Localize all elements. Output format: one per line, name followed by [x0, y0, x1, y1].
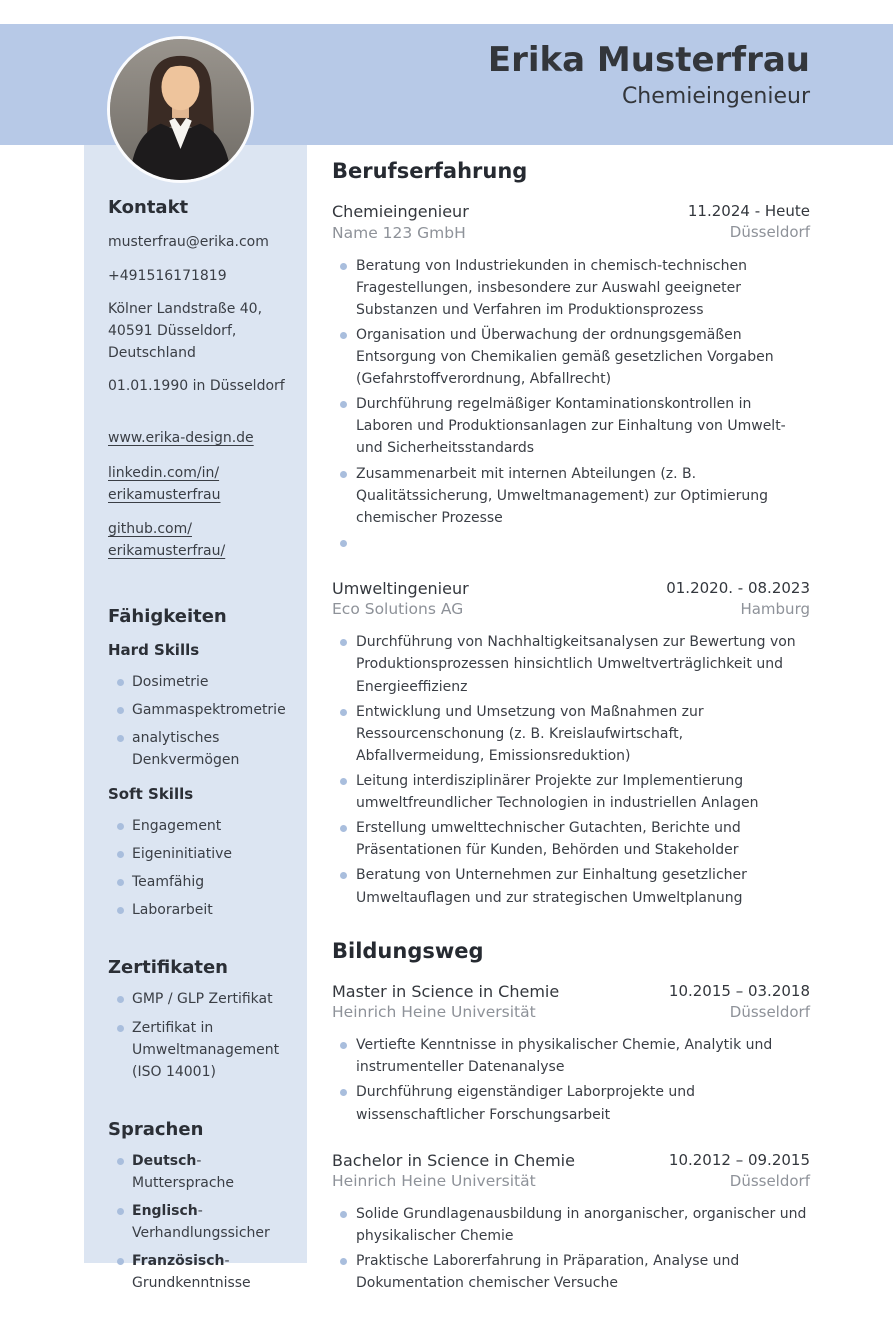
contact-email: musterfrau@erika.com: [108, 234, 269, 250]
degree-bullets: [332, 1203, 810, 1294]
degree-date: 10.2015 – 03.2018: [668, 981, 810, 1000]
job-bullet: [332, 255, 810, 321]
bullet-icon: [340, 540, 347, 547]
bullet-icon: [117, 707, 124, 714]
job-title: Umweltingenieur: [332, 578, 469, 598]
job-bullet: [332, 532, 810, 554]
github-link-line[interactable]: github.com/: [108, 521, 192, 538]
job-company: Name 123 GmbH: [332, 223, 466, 242]
skill-label: Laborarbeit: [132, 902, 213, 919]
list-item: [108, 727, 289, 771]
degree-bullet: [332, 1034, 810, 1078]
list-item: [108, 871, 289, 893]
job-bullet: [332, 463, 810, 529]
sprachen-heading: Sprachen: [108, 1118, 204, 1140]
bullet-icon: [340, 263, 347, 270]
job-bullet: [332, 701, 810, 767]
zertifikate-heading: Zertifikaten: [108, 957, 228, 979]
address-line: Deutschland: [108, 344, 196, 361]
degree-school: Heinrich Heine Universität: [332, 1172, 536, 1191]
job-bullet: [332, 324, 810, 390]
job-title: Chemieingenieur: [332, 202, 469, 221]
bullet-icon: [340, 471, 347, 478]
bullet-icon: [117, 879, 124, 886]
bullet-icon: [117, 823, 124, 830]
degree-bullet: [332, 1203, 810, 1247]
job-bullet: [332, 631, 810, 697]
contact-birthdate: 01.01.1990 in Düsseldorf: [108, 378, 285, 395]
hard-skills-heading: Hard Skills: [108, 640, 200, 659]
bullet-icon: [340, 778, 347, 785]
bullet-text: Durchführung eigenständiger Laborprojekte und wissenschaftlicher Forschungsarbeit: [356, 1084, 696, 1123]
job-entry: [332, 578, 810, 909]
contact-address: [108, 299, 289, 364]
bullet-icon: [117, 1025, 124, 1032]
faehigkeiten-heading: Fähigkeiten: [108, 605, 227, 627]
list-item: [108, 671, 289, 693]
language-separator: -: [196, 1152, 202, 1169]
portrait-illustration: [110, 39, 251, 180]
bullet-text: Entwicklung und Umsetzung von Maßnahmen zur Ressourcenschonung (z. B. Kreislaufwirtschaft, Abfallvermeidung, Emissionsreduktion): [356, 703, 704, 764]
skill-label: Gammaspektrometrie: [132, 701, 286, 718]
language-level: Muttersprache: [132, 1174, 234, 1191]
person-job-title: Chemieingenieur: [621, 83, 810, 109]
degree-title: Master in Science in Chemie: [332, 981, 560, 1001]
github-link[interactable]: [108, 519, 289, 562]
language-level: Grundkenntnisse: [132, 1275, 251, 1292]
list-item: [108, 1150, 289, 1194]
job-company: Eco Solutions AG: [332, 600, 464, 619]
degree-school: Heinrich Heine Universität: [332, 1003, 536, 1022]
list-item: [108, 1017, 289, 1083]
bullet-text: Zusammenarbeit mit internen Abteilungen (z. B. Qualitätssicherung, Umweltmanagement) zur Optimierung chemischer Prozesse: [356, 465, 769, 526]
list-item: [108, 1250, 289, 1294]
certificate-label: GMP / GLP Zertifikat: [132, 991, 273, 1008]
linkedin-link-line[interactable]: linkedin.com/in/: [108, 464, 220, 481]
bullet-icon: [340, 401, 347, 408]
degree-bullet: [332, 1250, 810, 1294]
degree-title: Bachelor in Science in Chemie: [332, 1150, 575, 1170]
address-line: 40591 Düsseldorf,: [108, 323, 237, 340]
language-separator: -: [197, 1203, 203, 1220]
language-name: Englisch: [132, 1203, 198, 1220]
degree-location: Düsseldorf: [729, 1002, 810, 1021]
website-link[interactable]: [108, 428, 289, 450]
bullet-icon: [340, 872, 347, 879]
linkedin-link-line[interactable]: erikamusterfrau: [108, 486, 221, 503]
address-line: Kölner Landstraße 40,: [108, 301, 263, 318]
list-item: [108, 843, 289, 865]
bullet-text: Solide Grundlagenausbildung in anorganischer, organischer und physikalischer Chemie: [356, 1206, 807, 1245]
language-name: Französisch: [132, 1253, 225, 1270]
kontakt-heading: Kontakt: [108, 197, 189, 218]
main-content: [332, 145, 810, 1319]
contact-phone: +491516171819: [108, 267, 227, 284]
skill-label: Teamfähig: [132, 874, 205, 891]
soft-skills-list: [108, 815, 289, 921]
bullet-icon: [340, 709, 347, 716]
soft-skills-heading: Soft Skills: [108, 785, 194, 803]
header-name-block: [488, 40, 810, 109]
skill-label: analytisches Denkvermögen: [132, 729, 240, 768]
bullet-text: Leitung interdisziplinärer Projekte zur Implementierung umweltfreundlicher Technologien in industriellen Anlagen: [356, 773, 759, 812]
job-bullet: [332, 770, 810, 814]
github-link-line[interactable]: erikamusterfrau/: [108, 542, 226, 559]
language-separator: -: [224, 1253, 230, 1270]
profile-photo: [107, 36, 254, 183]
certificates-list: [108, 988, 289, 1082]
linkedin-link[interactable]: [108, 463, 289, 506]
bullet-icon: [117, 907, 124, 914]
bullet-icon: [340, 1211, 347, 1218]
skill-label: Dosimetrie: [132, 673, 209, 690]
bullet-icon: [117, 735, 124, 742]
job-location: Hamburg: [740, 599, 810, 618]
bullet-icon: [340, 639, 347, 646]
bullet-icon: [340, 825, 347, 832]
education-entry: [332, 981, 810, 1126]
list-item: [108, 699, 289, 721]
bullet-icon: [117, 1208, 124, 1215]
education-section: [332, 939, 810, 1295]
degree-date: 10.2012 – 09.2015: [668, 1150, 810, 1169]
website-link-text[interactable]: www.erika-design.de: [108, 430, 254, 447]
job-bullet: [332, 393, 810, 459]
degree-location: Düsseldorf: [729, 1171, 810, 1190]
experience-heading: Berufserfahrung: [332, 159, 528, 183]
bullet-text: Beratung von Industriekunden in chemisch-technischen Fragestellungen, insbesondere zur Auswahl geeigneter Substanzen und Verfahren im Produktionsprozess: [356, 257, 747, 318]
bullet-icon: [117, 996, 124, 1003]
job-bullets: [332, 631, 810, 908]
job-bullets: [332, 255, 810, 554]
bullet-text: Organisation und Überwachung der ordnungsgemäßen Entsorgung von Chemikalien gemäß gesetzlichen Vorgaben (Gefahrstoffverordnung, Abfallrecht): [356, 326, 774, 388]
bullet-text: Durchführung regelmäßiger Kontaminationskontrollen in Laboren und Produktionsanlagen zur Einhaltung von Umwelt- und Sicherheitsstandards: [356, 396, 786, 457]
job-location: Düsseldorf: [729, 223, 810, 241]
job-date: 01.2020. - 08.2023: [666, 578, 810, 597]
bullet-icon: [340, 1042, 347, 1049]
sidebar: [84, 145, 307, 1292]
education-entry: [332, 1150, 810, 1295]
bullet-icon: [340, 1258, 347, 1265]
bullet-text: Praktische Laborerfahrung in Präparation, Analyse und Dokumentation chemischer Versuche: [356, 1253, 740, 1292]
bullet-icon: [117, 679, 124, 686]
degree-bullet: [332, 1081, 810, 1125]
bullet-text: Vertiefte Kenntnisse in physikalischer Chemie, Analytik und instrumenteller Datenanalyse: [356, 1037, 773, 1076]
job-bullet: [332, 817, 810, 861]
bullet-text: Erstellung umwelttechnischer Gutachten, Berichte und Präsentationen für Kunden, Behörden und Stakeholder: [356, 820, 741, 859]
skill-label: Eigeninitiative: [132, 846, 232, 863]
bullet-icon: [340, 1089, 347, 1096]
language-name: Deutsch: [132, 1152, 197, 1169]
list-item: [108, 1200, 289, 1244]
job-date: 11.2024 - Heute: [687, 202, 810, 220]
bullet-icon: [117, 851, 124, 858]
list-item: [108, 899, 289, 921]
certificate-label: Zertifikat in Umweltmanagement (ISO 14001): [132, 1019, 280, 1080]
list-item: [108, 988, 289, 1010]
list-item: [108, 815, 289, 837]
degree-bullets: [332, 1034, 810, 1125]
job-bullet: [332, 864, 810, 908]
bullet-icon: [340, 332, 347, 339]
language-level: Verhandlungssicher: [132, 1225, 270, 1242]
bullet-icon: [117, 1258, 124, 1265]
person-name: Erika Musterfrau: [487, 40, 810, 80]
bullet-text: Beratung von Unternehmen zur Einhaltung gesetzlicher Umweltauflagen und zur strategischen Umweltplanung: [356, 867, 747, 906]
skill-label: Engagement: [132, 818, 222, 834]
hard-skills-list: [108, 671, 289, 771]
education-heading: Bildungsweg: [332, 938, 484, 963]
bullet-icon: [117, 1158, 124, 1165]
bullet-text: Durchführung von Nachhaltigkeitsanalysen zur Bewertung von Produktionsprozessen hinsichtlich Umweltverträglichkeit und Energieeffizienz: [356, 634, 796, 695]
job-entry: [332, 201, 810, 554]
languages-list: [108, 1150, 289, 1295]
